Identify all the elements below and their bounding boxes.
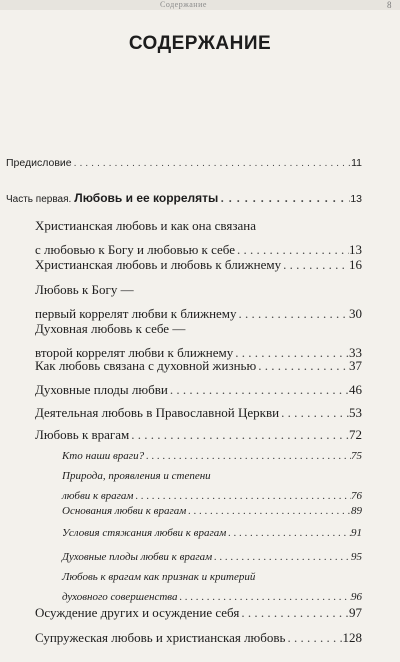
toc-page-number: 13 [350, 193, 362, 205]
toc-entry-line: первый коррелят любви к ближнему [35, 306, 237, 321]
toc-entry-text: Супружеская любовь и христианская любовь [35, 630, 286, 645]
toc-entry-line: Любовь к врагам как признак и критерий [62, 571, 256, 583]
toc-entry-line: Природа, проявления и степени [62, 470, 211, 482]
toc-entry-text: Деятельная любовь в Православной Церкви [35, 405, 280, 420]
toc-page-number: 96 [351, 591, 362, 603]
toc-leader-dots [218, 186, 350, 210]
toc-subentry [62, 446, 362, 466]
toc-entry [35, 253, 362, 277]
toc-page-number: 37 [349, 358, 362, 373]
toc-leader-dots [281, 253, 349, 277]
toc-page-number: 91 [351, 527, 362, 539]
toc-entry-line: любви к врагам [62, 490, 134, 502]
page-number: 8 [387, 0, 392, 10]
toc-page-number: 128 [342, 630, 362, 645]
toc-leader-dots [72, 151, 351, 175]
toc-subentry [62, 501, 362, 521]
toc-entry-text: Основания любви к врагам [62, 505, 187, 517]
toc-page-number: 53 [349, 405, 362, 420]
page-title: СОДЕРЖАНИЕ [128, 33, 272, 54]
toc-entry-text: Условия стяжания любви к врагам [62, 527, 227, 539]
toc-entry [35, 601, 362, 625]
toc-entry-line: духовного совершенства [62, 591, 178, 603]
toc-subentry [62, 466, 362, 506]
toc-entry-text: Как любовь связана с духовной жизнью [35, 358, 257, 373]
toc-leader-dots [129, 423, 349, 447]
toc-leader-dots [212, 547, 351, 567]
part-label: Часть первая. [6, 194, 72, 205]
toc-entry-line: с любовью к Богу и любовью к себе [35, 242, 236, 257]
toc-page-number: 33 [349, 345, 362, 360]
toc-entry-text: Христианская любовь и любовь к ближнему [35, 257, 282, 272]
toc-entry-text: Духовные плоды любви [35, 382, 168, 397]
toc-entry-line: второй коррелят любви к ближнему [35, 345, 234, 360]
toc-page-number: 97 [349, 605, 362, 620]
toc-page-number: 75 [351, 450, 362, 462]
toc-leader-dots [285, 626, 342, 650]
toc-page-number: 11 [351, 157, 362, 169]
part-title: Любовь и ее корреляты [74, 191, 219, 205]
toc-entry [35, 626, 362, 650]
toc-entry-text: Предисловие [6, 157, 72, 169]
toc-entry [35, 423, 362, 447]
toc-leader-dots [256, 354, 349, 378]
toc-page-number: 46 [349, 382, 362, 397]
toc-entry-text: Духовные плоды любви к врагам [62, 551, 213, 563]
toc-page-number: 13 [349, 242, 362, 257]
toc-entry [35, 401, 362, 425]
toc-entry-text: Кто наши враги? [62, 450, 145, 462]
toc-page-number: 76 [351, 490, 362, 502]
toc-leader-dots [144, 446, 351, 466]
toc-leader-dots [226, 523, 351, 543]
toc-entry-line: Христианская любовь и как она связана [35, 218, 256, 233]
toc-page-number: 95 [351, 551, 362, 563]
toc-leader-dots [186, 501, 351, 521]
toc-entry-line: Духовная любовь к себе — [35, 321, 186, 336]
running-head: Содержание [160, 0, 207, 9]
toc-page-number: 72 [349, 427, 362, 442]
toc-leader-dots [239, 601, 349, 625]
toc-leader-dots [168, 378, 349, 402]
toc-subentry [62, 547, 362, 567]
toc-entry [35, 354, 362, 378]
toc-entry [35, 378, 362, 402]
toc-entry-text: Осуждение других и осуждение себя [35, 605, 240, 620]
toc-entry-preface [6, 151, 362, 175]
toc-page-number: 30 [349, 306, 362, 321]
toc-page-number: 89 [351, 505, 362, 517]
toc-entry-text: Любовь к врагам [35, 427, 130, 442]
toc-page-number: 16 [349, 257, 362, 272]
toc-subentry [62, 523, 362, 543]
toc-entry-part-one [6, 186, 362, 212]
toc-leader-dots [279, 401, 349, 425]
toc-entry-line: Любовь к Богу — [35, 282, 134, 297]
